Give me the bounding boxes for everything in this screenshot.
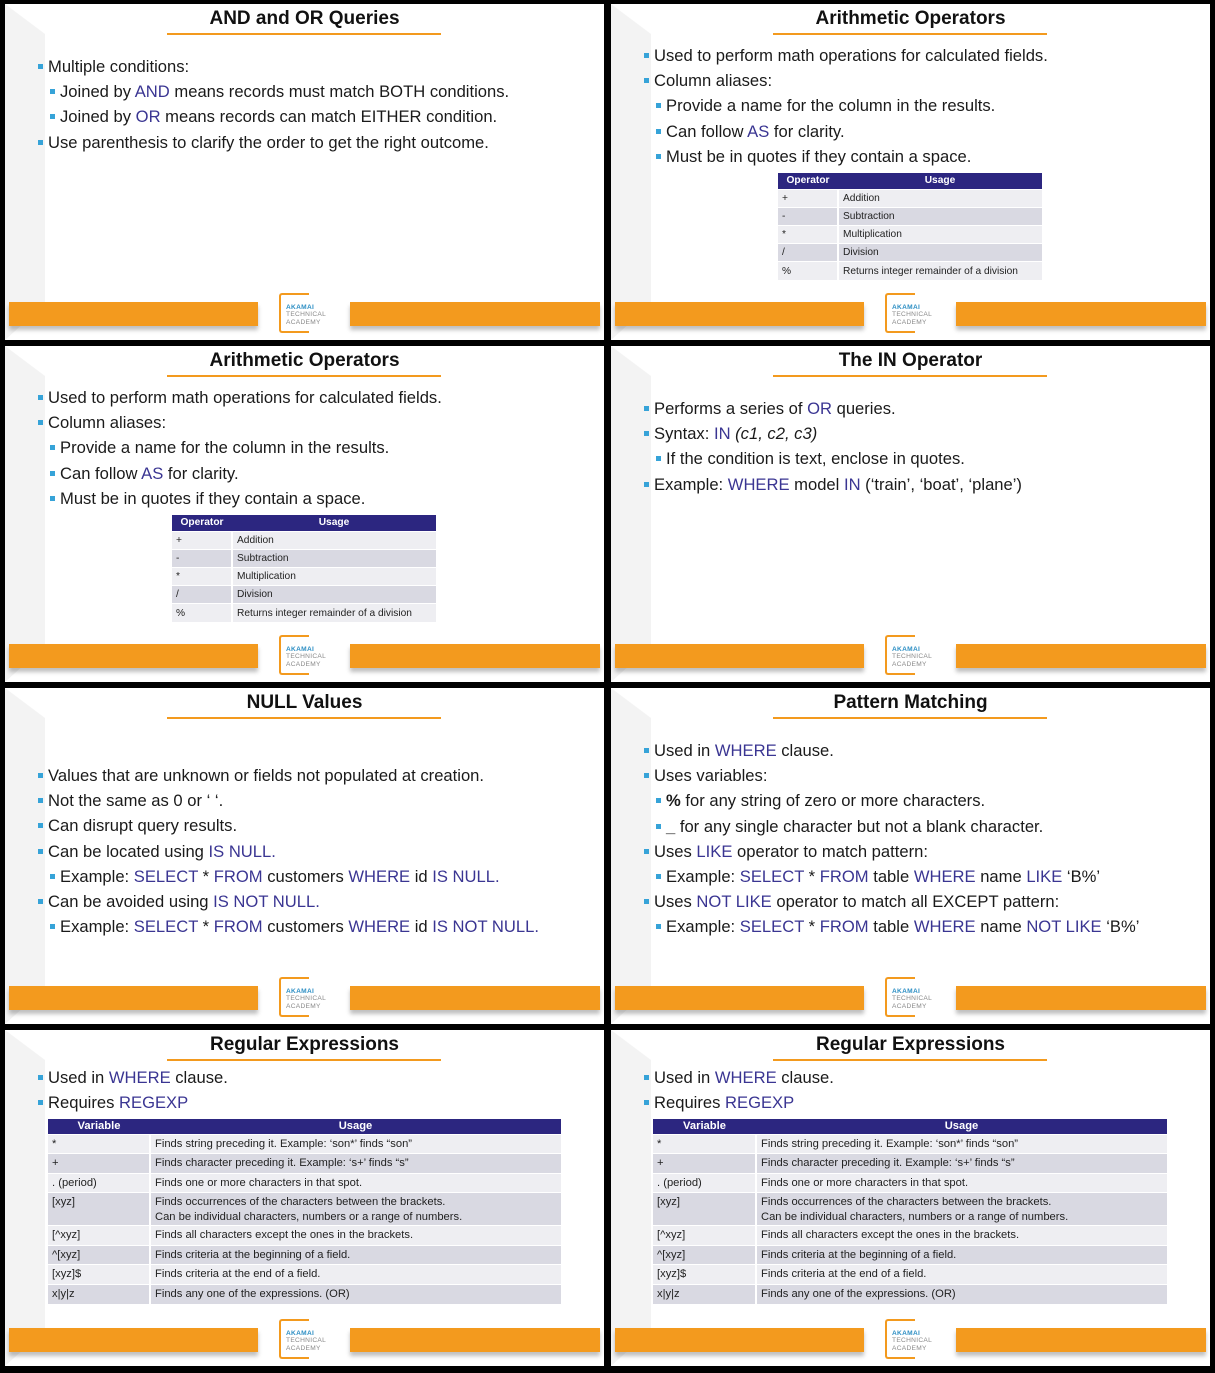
bullet: Not the same as 0 or ‘ ‘. [37,788,598,813]
bullet: _ for any single character but not a blank character. [643,814,1204,839]
footer-bar-right [350,302,600,326]
bullet: Values that are unknown or fields not populated at creation. [37,763,598,788]
bullet: Uses NOT LIKE operator to match all EXCEPT pattern: [643,889,1204,914]
bullet: Joined by AND means records must match BOTH conditions. [37,79,598,104]
title-underline [773,1059,1047,1061]
bullet-list [37,54,598,155]
slide-title: Arithmetic Operators [209,350,400,371]
bullet: Used in WHERE clause. [643,738,1204,763]
footer-bar-left [615,644,864,668]
bullet: Uses LIKE operator to match pattern: [643,839,1204,864]
bullet: Syntax: IN (c1, c2, c3) [643,421,1204,446]
slide-title: Arithmetic Operators [815,8,1006,29]
bullet-list [643,738,1204,940]
bullet: Used to perform math operations for calculated fields. [643,43,1204,68]
footer-bar-right [956,302,1206,326]
academy-logo: AKAMAI TECHNICAL ACADEMY [279,635,339,675]
table-row: + Finds character preceding it. Example: ‘s+’ finds “s” [653,1154,1167,1174]
footer-bar-right [956,1328,1206,1352]
table-row: x|y|z Finds any one of the expressions. (OR) [653,1284,1167,1304]
bullet: Joined by OR means records can match EITHER condition. [37,104,598,129]
table-row: / Division [172,586,436,604]
academy-logo: AKAMAI TECHNICAL ACADEMY [279,293,339,333]
footer-bar-right [350,1328,600,1352]
footer-bar-left [615,302,864,326]
bullet-list [643,396,1204,497]
title-underline [167,1059,441,1061]
bullet: Example: WHERE model IN (‘train’, ‘boat’, ‘plane’) [643,472,1204,497]
bullet: Example: SELECT * FROM table WHERE name LIKE ‘B%’ [643,864,1204,889]
slide-regular-expressions [5,1030,604,1366]
slide-arithmetic-operators [5,346,604,682]
bullet: % for any string of zero or more characters. [643,788,1204,813]
bullet: Must be in quotes if they contain a space. [37,486,598,511]
slide-regular-expressions [611,1030,1210,1366]
slide-null-values [5,688,604,1024]
title-underline [773,717,1047,719]
bullet: Can be avoided using IS NOT NULL. [37,889,598,914]
slide-pattern-matching [611,688,1210,1024]
table-row: . (period) Finds one or more characters in that spot. [48,1173,561,1193]
table-row: [^xyz] Finds all characters except the ones in the brackets. [653,1226,1167,1246]
bullet: Example: SELECT * FROM customers WHERE id IS NULL. [37,864,598,889]
footer-bar-right [956,644,1206,668]
title-underline [773,33,1047,35]
regex-table: Variable Usage * Finds string preceding it. Example: ‘son*’ finds “son” + Finds character preceding it. Example: ‘s+’ finds “s” . (period) Finds one or more characters in that spot. [xyz] Finds occurrences of the characters between the brackets. Can be individual characters, numbers or a range of numbers. [^xyz] Finds all characters except the ones in the brackets. ^[xyz] Finds criteria at the beginning of a field. [xyz]$ Finds criteria at the end of a field. x|y|z Finds any one of the expressions. (OR) [653,1119,1167,1304]
bullet-list [643,43,1204,169]
academy-logo: AKAMAI TECHNICAL ACADEMY [885,977,945,1017]
regex-table: Variable Usage * Finds string preceding it. Example: ‘son*’ finds “son” + Finds character preceding it. Example: ‘s+’ finds “s” . (period) Finds one or more characters in that spot. [xyz] Finds occurrences of the characters between the brackets. Can be individual characters, numbers or a range of numbers. [^xyz] Finds all characters except the ones in the brackets. ^[xyz] Finds criteria at the beginning of a field. [xyz]$ Finds criteria at the end of a field. x|y|z Finds any one of the expressions. (OR) [48,1119,561,1304]
academy-logo: AKAMAI TECHNICAL ACADEMY [279,977,339,1017]
table-row: . (period) Finds one or more characters in that spot. [653,1173,1167,1193]
slide-title: Pattern Matching [833,692,988,713]
table-row: + Addition [778,189,1042,207]
bullet: Can follow AS for clarity. [37,461,598,486]
table-row: - Subtraction [778,207,1042,225]
bullet: Can disrupt query results. [37,813,598,838]
bullet: Uses variables: [643,763,1204,788]
bullet: Must be in quotes if they contain a space. [643,144,1204,169]
slide-in-operator [611,346,1210,682]
bullet: Requires REGEXP [643,1090,1204,1115]
table-row: + Finds character preceding it. Example: ‘s+’ finds “s” [48,1154,561,1174]
bullet-list [643,1065,1204,1115]
table-row: ^[xyz] Finds criteria at the beginning of a field. [48,1245,561,1265]
table-row: x|y|z Finds any one of the expressions. (OR) [48,1284,561,1304]
academy-logo: AKAMAI TECHNICAL ACADEMY [885,635,945,675]
bullet: Column aliases: [37,410,598,435]
slide-arithmetic-operators [611,4,1210,340]
bullet: Used in WHERE clause. [643,1065,1204,1090]
slide-title: AND and OR Queries [209,8,400,29]
bullet: If the condition is text, enclose in quotes. [643,446,1204,471]
bullet: Used to perform math operations for calculated fields. [37,385,598,410]
footer-bar-right [350,986,600,1010]
table-row: [xyz]$ Finds criteria at the end of a field. [48,1265,561,1285]
slide-title: The IN Operator [838,350,983,371]
table-row: + Addition [172,531,436,549]
table-row: ^[xyz] Finds criteria at the beginning of a field. [653,1245,1167,1265]
slide-and-or-queries [5,4,604,340]
operator-table: Operator Usage + Addition - Subtraction * Multiplication / Division % Returns integer remainder of a division [778,173,1042,280]
footer-bar-right [956,986,1206,1010]
footer-bar-left [615,986,864,1010]
academy-logo: AKAMAI TECHNICAL ACADEMY [885,1319,945,1359]
bullet: Performs a series of OR queries. [643,396,1204,421]
table-row: * Multiplication [778,225,1042,243]
title-underline [167,717,441,719]
table-row: [^xyz] Finds all characters except the ones in the brackets. [48,1226,561,1246]
title-underline [773,375,1047,377]
footer-bar-left [9,644,258,668]
title-underline [167,33,441,35]
table-row: % Returns integer remainder of a division [778,262,1042,280]
bullet-list [37,763,598,939]
table-row: % Returns integer remainder of a division [172,604,436,622]
table-row: [xyz] Finds occurrences of the characters between the brackets. Can be individual characters, numbers or a range of numbers. [653,1193,1167,1226]
slide-title: Regular Expressions [815,1034,1006,1055]
table-row: [xyz] Finds occurrences of the characters between the brackets. Can be individual characters, numbers or a range of numbers. [48,1193,561,1226]
table-row: - Subtraction [172,549,436,567]
bullet: Provide a name for the column in the results. [37,435,598,460]
table-row: * Finds string preceding it. Example: ‘son*’ finds “son” [653,1134,1167,1154]
bullet: Use parenthesis to clarify the order to get the right outcome. [37,130,598,155]
title-underline [167,375,441,377]
footer-bar-left [9,1328,258,1352]
bullet: Provide a name for the column in the results. [643,93,1204,118]
footer-bar-right [350,644,600,668]
bullet: Can follow AS for clarity. [643,119,1204,144]
slide-title: Regular Expressions [209,1034,400,1055]
bullet: Example: SELECT * FROM table WHERE name NOT LIKE ‘B%’ [643,914,1204,939]
bullet-list [37,385,598,511]
footer-bar-left [9,302,258,326]
table-row: * Multiplication [172,567,436,585]
bullet-list [37,1065,598,1115]
slide-title: NULL Values [246,692,363,713]
operator-table: Operator Usage + Addition - Subtraction * Multiplication / Division % Returns integer remainder of a division [172,515,436,622]
bullet: Column aliases: [643,68,1204,93]
academy-logo: AKAMAI TECHNICAL ACADEMY [279,1319,339,1359]
bullet: Used in WHERE clause. [37,1065,598,1090]
bullet: Requires REGEXP [37,1090,598,1115]
bullet: Multiple conditions: [37,54,598,79]
footer-bar-left [9,986,258,1010]
table-row: [xyz]$ Finds criteria at the end of a field. [653,1265,1167,1285]
bullet: Can be located using IS NULL. [37,839,598,864]
table-row: * Finds string preceding it. Example: ‘son*’ finds “son” [48,1134,561,1154]
table-row: / Division [778,244,1042,262]
footer-bar-left [615,1328,864,1352]
bullet: Example: SELECT * FROM customers WHERE id IS NOT NULL. [37,914,598,939]
academy-logo: AKAMAI TECHNICAL ACADEMY [885,293,945,333]
